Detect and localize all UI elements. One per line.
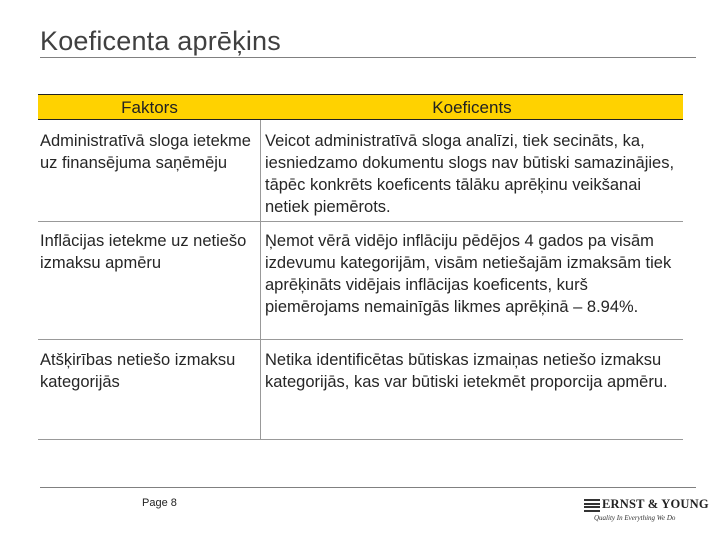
table-bottom-border <box>38 439 683 440</box>
header-coefficients: Koeficents <box>261 94 683 120</box>
coefficient-table <box>38 94 683 440</box>
column-divider <box>260 120 261 440</box>
footer-divider <box>40 487 696 488</box>
row-divider <box>38 339 683 340</box>
row-1-description: Veicot administratīvā sloga analīzi, tiek secināts, ka, iesniedzamo dokumentu slogs nav būtiski samazinājies, tāpēc konkrēts koeficents tālāku aprēķinu veikšanai netiek piemērots. <box>265 132 675 216</box>
title-divider <box>40 57 696 58</box>
page-number: Page 8 <box>142 497 177 509</box>
row-3-description: Netika identificētas būtiskas izmaiņas netiešo izmaksu kategorijās, kas var būtiski ietekmēt proporcija apmēru. <box>265 351 668 391</box>
row-3-factor: Atšķirības netiešo izmaksu kategorijās <box>40 351 236 391</box>
row-2-description: Ņemot vērā vidējo inflāciju pēdējos 4 gados pa visām izdevumu kategorijām, visām netiešajām izmaksām tiek aprēķināts vidējais inflācijas koeficents, kurš piemērojams nemainīgās likmes aprēķinā – 8.94%. <box>265 232 672 316</box>
logo-mark-icon <box>584 499 600 512</box>
header-factors: Faktors <box>38 94 261 120</box>
row-divider <box>38 221 683 222</box>
ernst-young-logo <box>584 497 709 525</box>
slide-title: Koeficenta aprēķins <box>40 26 281 56</box>
row-2-factor: Inflācijas ietekme uz netiešo izmaksu apmēru <box>40 232 247 272</box>
logo-tagline: Quality In Everything We Do <box>594 514 676 522</box>
row-1-factor: Administratīvā sloga ietekme uz finansējuma saņēmēju <box>40 132 251 172</box>
logo-name: ERNST & YOUNG <box>602 497 709 511</box>
